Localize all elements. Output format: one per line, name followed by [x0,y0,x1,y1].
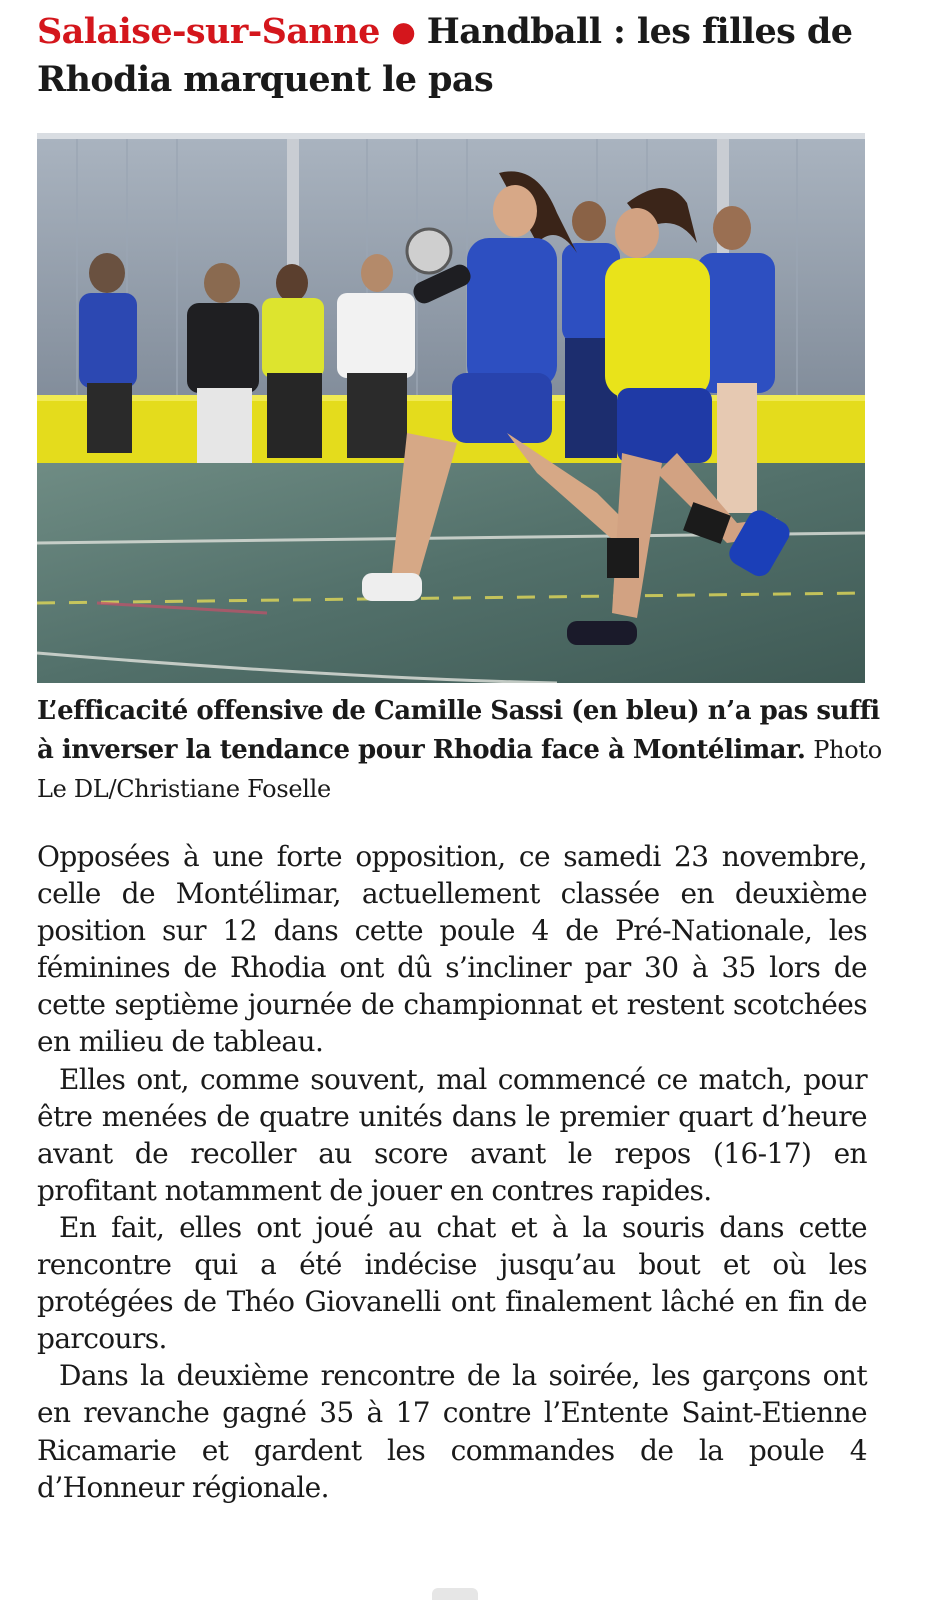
article-paragraph: Opposées à une forte opposition, ce samedi 23 novembre, celle de Montélimar, actuellement classée en deuxième position sur 12 dans cette poule 4 de Pré-Nationale, les féminines de Rhodia ont dû s’incliner par 30 à 35 lors de cette septième journée de championnat et restent scotchées en milieu de tableau. [37,840,867,1059]
article-body [37,838,867,1506]
caption-text: L’efficacité offensive de Camille Sassi (en bleu) n’a pas suffi à inverser la tendance pour Rhodia face à Montélimar. [37,696,880,765]
article-paragraph: Elles ont, comme souvent, mal commencé ce match, pour être menées de quatre unités dans le premier quart d’heure avant de recoller au score avant le repos (16-17) en profitant notamment de jouer en contres rapides. [37,1062,867,1207]
article-paragraph: En fait, elles ont joué au chat et à la souris dans cette rencontre qui a été indécise jusqu’au bout et où les protégées de Théo Giovanelli ont finalement lâché en fin de parcours. [37,1210,867,1356]
article-headline [37,8,897,104]
headline-bullet-icon: ● [391,15,416,48]
photo-caption [37,692,897,809]
article-paragraph: Dans la deuxième rencontre de la soirée, les garçons ont en revanche gagné 35 à 17 contre l’Entente Saint-Etienne Ricamarie et gardent les commandes de la poule 4 d’Honneur régionale. [37,1359,867,1504]
photo-credit: Photo Le DL/Christiane Foselle [37,736,882,803]
article-photo [37,133,865,683]
headline-title: Handball : les filles de Rhodia marquent le pas [37,11,853,100]
headline-location: Salaise-sur-Sanne [37,11,380,52]
scroll-handle[interactable] [432,1588,478,1600]
